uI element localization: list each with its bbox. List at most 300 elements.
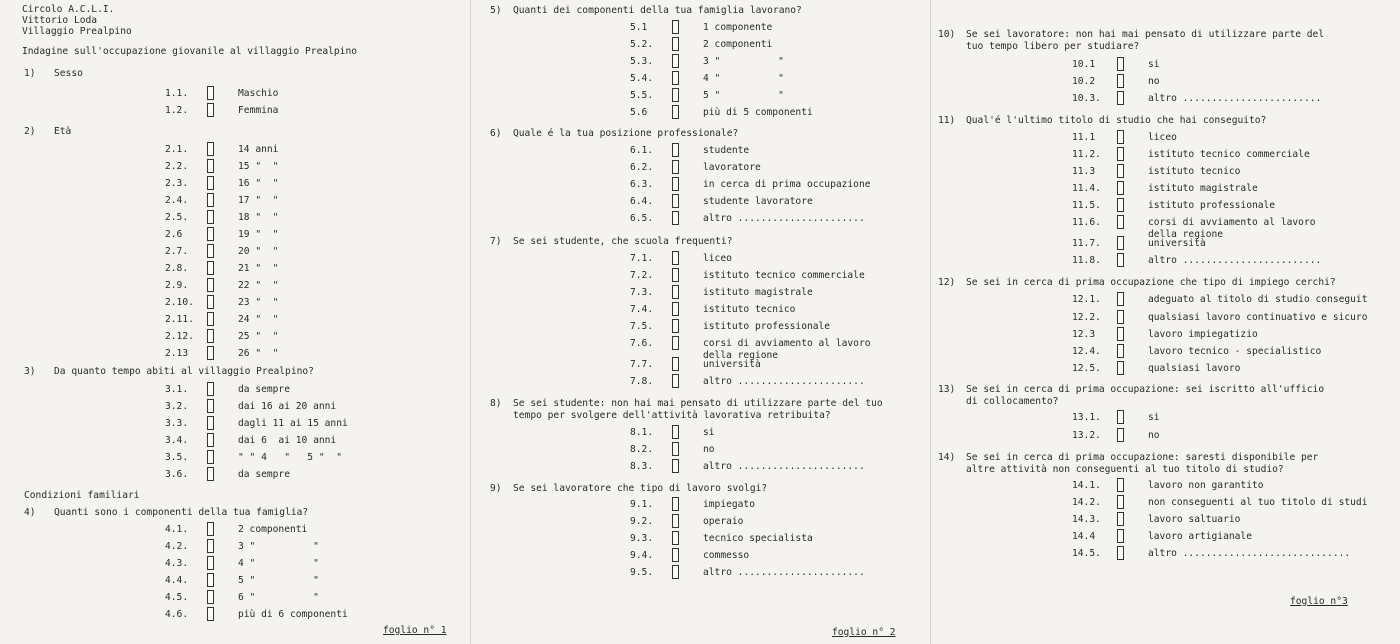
checkbox[interactable]: [207, 278, 214, 292]
option-number: 2.4.: [165, 195, 189, 206]
answer-option[interactable]: [0, 227, 470, 243]
option-label: commesso: [703, 550, 750, 561]
option-label: dagli 11 ai 15 anni: [238, 418, 348, 429]
answer-option[interactable]: [470, 88, 930, 104]
option-number: 6.2.: [630, 162, 654, 173]
answer-option[interactable]: [470, 54, 930, 70]
checkbox[interactable]: [1117, 428, 1124, 442]
answer-option[interactable]: [470, 105, 930, 121]
option-number: 12.3: [1072, 329, 1096, 340]
checkbox[interactable]: [672, 105, 679, 119]
checkbox[interactable]: [207, 467, 214, 481]
option-label: altro ......................: [703, 376, 865, 387]
question-number: 14): [938, 452, 956, 463]
option-label: 2 componenti: [703, 39, 773, 50]
option-label: altro ........................: [1148, 255, 1322, 266]
question-text: Se sei lavoratore che tipo di lavoro svolgi?: [513, 483, 768, 494]
survey-title: Indagine sull'occupazione giovanile al villaggio Prealpino: [22, 46, 358, 57]
answer-option[interactable]: [470, 251, 930, 267]
answer-option[interactable]: [470, 285, 930, 301]
answer-option[interactable]: [0, 346, 470, 362]
option-label: 3 " ": [703, 56, 784, 67]
option-label: istituto tecnico commerciale: [1148, 149, 1310, 160]
option-number: 12.2.: [1072, 312, 1101, 323]
option-number: 14.4: [1072, 531, 1096, 542]
answer-option[interactable]: [470, 143, 930, 159]
checkbox[interactable]: [1117, 91, 1124, 105]
checkbox[interactable]: [672, 37, 679, 51]
answer-option[interactable]: [470, 71, 930, 87]
option-label: liceo: [703, 253, 732, 264]
answer-option[interactable]: [930, 327, 1400, 343]
option-number: 12.5.: [1072, 363, 1101, 374]
option-label: Femmina: [238, 105, 279, 116]
answer-option[interactable]: [0, 159, 470, 175]
checkbox[interactable]: [1117, 57, 1124, 71]
checkbox[interactable]: [207, 450, 214, 464]
header-line: Circolo A.C.L.I.: [22, 4, 115, 15]
option-number: 7.1.: [630, 253, 654, 264]
question-number: 7): [490, 236, 502, 247]
option-label: lavoro tecnico - specialistico: [1148, 346, 1322, 357]
checkbox[interactable]: [1117, 495, 1124, 509]
checkbox[interactable]: [672, 442, 679, 456]
answer-option[interactable]: [470, 194, 930, 210]
option-label: 1 componente: [703, 22, 773, 33]
option-label: 26 " ": [238, 348, 279, 359]
answer-option[interactable]: [930, 130, 1400, 146]
answer-option[interactable]: [930, 410, 1400, 426]
option-number: 8.1.: [630, 427, 654, 438]
answer-option[interactable]: [0, 450, 470, 466]
option-number: 2.9.: [165, 280, 189, 291]
option-label: 20 " ": [238, 246, 279, 257]
answer-option[interactable]: [470, 442, 930, 458]
answer-option[interactable]: [470, 336, 930, 361]
answer-option[interactable]: [470, 211, 930, 227]
answer-option[interactable]: [930, 198, 1400, 214]
option-label: corsi di avviamento al lavoro della regione: [1148, 217, 1316, 240]
option-label: lavoratore: [703, 162, 761, 173]
option-number: 12.4.: [1072, 346, 1101, 357]
answer-option[interactable]: [470, 177, 930, 193]
answer-option[interactable]: [470, 531, 930, 547]
answer-option[interactable]: [0, 433, 470, 449]
page-footer: foglio n° 2: [832, 627, 896, 638]
option-number: 4.6.: [165, 609, 189, 620]
option-label: istituto professionale: [703, 321, 831, 332]
answer-option[interactable]: [930, 529, 1400, 545]
option-number: 11.6.: [1072, 217, 1101, 228]
question-number: 9): [490, 483, 502, 494]
answer-option[interactable]: [0, 539, 470, 555]
option-label: istituto tecnico: [703, 304, 796, 315]
checkbox[interactable]: [1117, 327, 1124, 341]
option-label: università: [703, 359, 761, 370]
option-label: istituto professionale: [1148, 200, 1276, 211]
option-number: 4.4.: [165, 575, 189, 586]
answer-option[interactable]: [470, 357, 930, 373]
answer-option[interactable]: [930, 546, 1400, 562]
option-label: 18 " ": [238, 212, 279, 223]
checkbox[interactable]: [207, 382, 214, 396]
option-label: 5 " ": [703, 90, 784, 101]
option-label: 15 " ": [238, 161, 279, 172]
answer-option[interactable]: [930, 512, 1400, 528]
checkbox[interactable]: [1117, 478, 1124, 492]
checkbox[interactable]: [1117, 292, 1124, 306]
option-number: 11.3: [1072, 166, 1096, 177]
option-label: istituto tecnico: [1148, 166, 1241, 177]
option-label: altro ......................: [703, 567, 865, 578]
checkbox[interactable]: [207, 103, 214, 117]
checkbox[interactable]: [1117, 344, 1124, 358]
checkbox[interactable]: [672, 71, 679, 85]
option-number: 9.1.: [630, 499, 654, 510]
answer-option[interactable]: [930, 344, 1400, 360]
checkbox[interactable]: [207, 227, 214, 241]
option-label: dai 16 ai 20 anni: [238, 401, 337, 412]
option-number: 2.8.: [165, 263, 189, 274]
option-number: 4.3.: [165, 558, 189, 569]
checkbox[interactable]: [672, 336, 679, 350]
option-number: 12.1.: [1072, 294, 1101, 305]
answer-option[interactable]: [0, 86, 470, 102]
option-label: 24 " ": [238, 314, 279, 325]
checkbox[interactable]: [207, 346, 214, 360]
page-footer: foglio n° 1: [383, 625, 447, 636]
answer-option[interactable]: [0, 295, 470, 311]
question-text: Se sei in cerca di prima occupazione: saresti disponibile per altre attività non conseguenti al tuo titolo di studio?: [966, 452, 1319, 475]
answer-option[interactable]: [930, 253, 1400, 269]
option-number: 2.6: [165, 229, 183, 240]
option-number: 14.1.: [1072, 480, 1101, 491]
checkbox[interactable]: [207, 210, 214, 224]
option-label: " " 4 " 5 " ": [238, 452, 342, 463]
checkbox[interactable]: [1117, 253, 1124, 267]
answer-option[interactable]: [470, 160, 930, 176]
option-number: 2.3.: [165, 178, 189, 189]
checkbox[interactable]: [672, 357, 679, 371]
checkbox[interactable]: [207, 159, 214, 173]
checkbox[interactable]: [672, 548, 679, 562]
option-number: 7.5.: [630, 321, 654, 332]
answer-option[interactable]: [0, 416, 470, 432]
option-label: 23 " ": [238, 297, 279, 308]
answer-option[interactable]: [0, 382, 470, 398]
answer-option[interactable]: [930, 428, 1400, 444]
option-label: università: [1148, 238, 1206, 249]
checkbox[interactable]: [672, 160, 679, 174]
answer-option[interactable]: [930, 181, 1400, 197]
checkbox[interactable]: [672, 459, 679, 473]
option-number: 14.3.: [1072, 514, 1101, 525]
sheet-3: [930, 0, 1400, 644]
checkbox[interactable]: [207, 312, 214, 326]
answer-option[interactable]: [0, 261, 470, 277]
checkbox[interactable]: [672, 374, 679, 388]
answer-option[interactable]: [930, 236, 1400, 252]
option-label: corsi di avviamento al lavoro della regione: [703, 338, 871, 361]
checkbox[interactable]: [207, 176, 214, 190]
option-label: dai 6 ai 10 anni: [238, 435, 337, 446]
answer-option[interactable]: [0, 244, 470, 260]
answer-option[interactable]: [930, 215, 1400, 240]
option-number: 11.1: [1072, 132, 1096, 143]
option-label: 6 " ": [238, 592, 319, 603]
option-number: 7.2.: [630, 270, 654, 281]
checkbox[interactable]: [672, 425, 679, 439]
answer-option[interactable]: [0, 556, 470, 572]
question-number: 13): [938, 384, 956, 395]
checkbox[interactable]: [207, 193, 214, 207]
option-number: 14.2.: [1072, 497, 1101, 508]
checkbox[interactable]: [1117, 546, 1124, 560]
option-number: 3.3.: [165, 418, 189, 429]
checkbox[interactable]: [207, 433, 214, 447]
option-label: qualsiasi lavoro: [1148, 363, 1241, 374]
option-number: 7.6.: [630, 338, 654, 349]
question-number: 8): [490, 398, 502, 409]
option-label: si: [703, 427, 715, 438]
answer-option[interactable]: [0, 176, 470, 192]
answer-option[interactable]: [0, 590, 470, 606]
answer-option[interactable]: [0, 210, 470, 226]
sheet-2: [470, 0, 930, 644]
option-number: 4.1.: [165, 524, 189, 535]
question-number: 6): [490, 128, 502, 139]
answer-option[interactable]: [470, 497, 930, 513]
option-label: no: [1148, 76, 1160, 87]
answer-option[interactable]: [930, 74, 1400, 90]
checkbox[interactable]: [207, 244, 214, 258]
answer-option[interactable]: [0, 103, 470, 119]
option-number: 2.13: [165, 348, 189, 359]
answer-option[interactable]: [470, 37, 930, 53]
answer-option[interactable]: [470, 459, 930, 475]
checkbox[interactable]: [672, 211, 679, 225]
checkbox[interactable]: [207, 261, 214, 275]
question-number: 4): [24, 507, 36, 518]
option-number: 5.4.: [630, 73, 654, 84]
checkbox[interactable]: [207, 522, 214, 536]
answer-option[interactable]: [930, 164, 1400, 180]
answer-option[interactable]: [930, 91, 1400, 107]
answer-option[interactable]: [930, 147, 1400, 163]
option-label: 22 " ": [238, 280, 279, 291]
checkbox[interactable]: [207, 573, 214, 587]
checkbox[interactable]: [1117, 181, 1124, 195]
checkbox[interactable]: [672, 319, 679, 333]
checkbox[interactable]: [1117, 529, 1124, 543]
option-number: 8.2.: [630, 444, 654, 455]
checkbox[interactable]: [672, 88, 679, 102]
answer-option[interactable]: [470, 20, 930, 36]
checkbox[interactable]: [1117, 512, 1124, 526]
checkbox[interactable]: [1117, 74, 1124, 88]
checkbox[interactable]: [672, 251, 679, 265]
checkbox[interactable]: [1117, 236, 1124, 250]
answer-option[interactable]: [930, 310, 1400, 326]
checkbox[interactable]: [672, 194, 679, 208]
checkbox[interactable]: [207, 590, 214, 604]
checkbox[interactable]: [1117, 164, 1124, 178]
option-label: 2 componenti: [238, 524, 308, 535]
checkbox[interactable]: [207, 539, 214, 553]
section-title: Condizioni familiari: [24, 490, 140, 501]
option-number: 3.6.: [165, 469, 189, 480]
option-label: in cerca di prima occupazione: [703, 179, 871, 190]
answer-option[interactable]: [930, 495, 1400, 511]
answer-option[interactable]: [0, 607, 470, 623]
checkbox[interactable]: [207, 416, 214, 430]
option-label: lavoro saltuario: [1148, 514, 1241, 525]
option-number: 9.2.: [630, 516, 654, 527]
option-number: 2.7.: [165, 246, 189, 257]
option-label: 21 " ": [238, 263, 279, 274]
option-label: 19 " ": [238, 229, 279, 240]
answer-option[interactable]: [0, 329, 470, 345]
option-number: 10.1: [1072, 59, 1096, 70]
question-text: Se sei lavoratore: non hai mai pensato di utilizzare parte del tuo tempo libero per studiare?: [966, 29, 1325, 52]
option-label: 25 " ": [238, 331, 279, 342]
answer-option[interactable]: [930, 478, 1400, 494]
answer-option[interactable]: [470, 268, 930, 284]
option-number: 4.2.: [165, 541, 189, 552]
header-line: Vittorio Loda: [22, 15, 98, 26]
option-label: lavoro non garantito: [1148, 480, 1264, 491]
question-text: Se sei studente, che scuola frequenti?: [513, 236, 733, 247]
option-number: 11.7.: [1072, 238, 1101, 249]
option-label: adeguato al titolo di studio conseguit: [1148, 294, 1368, 305]
checkbox[interactable]: [207, 86, 214, 100]
checkbox[interactable]: [1117, 147, 1124, 161]
checkbox[interactable]: [1117, 410, 1124, 424]
checkbox[interactable]: [672, 54, 679, 68]
checkbox[interactable]: [672, 302, 679, 316]
option-label: 17 " ": [238, 195, 279, 206]
answer-option[interactable]: [930, 292, 1400, 308]
option-label: Maschio: [238, 88, 279, 99]
checkbox[interactable]: [1117, 215, 1124, 229]
answer-option[interactable]: [930, 57, 1400, 73]
option-label: più di 5 componenti: [703, 107, 813, 118]
option-label: operaio: [703, 516, 744, 527]
checkbox[interactable]: [207, 142, 214, 156]
answer-option[interactable]: [470, 565, 930, 581]
option-number: 2.2.: [165, 161, 189, 172]
option-number: 9.4.: [630, 550, 654, 561]
checkbox[interactable]: [672, 285, 679, 299]
answer-option[interactable]: [470, 319, 930, 335]
option-label: si: [1148, 412, 1160, 423]
checkbox[interactable]: [672, 20, 679, 34]
answer-option[interactable]: [470, 374, 930, 390]
option-number: 3.2.: [165, 401, 189, 412]
option-number: 6.5.: [630, 213, 654, 224]
checkbox[interactable]: [207, 556, 214, 570]
answer-option[interactable]: [470, 425, 930, 441]
option-label: lavoro impiegatizio: [1148, 329, 1258, 340]
option-number: 7.4.: [630, 304, 654, 315]
option-label: non conseguenti al tuo titolo di studi: [1148, 497, 1368, 508]
checkbox[interactable]: [672, 531, 679, 545]
checkbox[interactable]: [1117, 310, 1124, 324]
question-text: Quanti dei componenti della tua famiglia lavorano?: [513, 5, 802, 16]
option-number: 2.12.: [165, 331, 194, 342]
option-number: 11.4.: [1072, 183, 1101, 194]
option-number: 2.5.: [165, 212, 189, 223]
option-number: 14.5.: [1072, 548, 1101, 559]
question-text: Se sei studente: non hai mai pensato di utilizzare parte del tuo tempo per svolgere dell'attività lavorativa retribuita?: [513, 398, 883, 421]
checkbox[interactable]: [207, 329, 214, 343]
answer-option[interactable]: [0, 312, 470, 328]
question-text: Quanti sono i componenti della tua famiglia?: [54, 507, 309, 518]
checkbox[interactable]: [672, 565, 679, 579]
option-label: impiegato: [703, 499, 755, 510]
option-label: no: [1148, 430, 1160, 441]
option-number: 2.10.: [165, 297, 194, 308]
question-text: Sesso: [54, 68, 83, 79]
answer-option[interactable]: [0, 573, 470, 589]
option-label: 16 " ": [238, 178, 279, 189]
answer-option[interactable]: [470, 514, 930, 530]
header-line: Villaggio Prealpino: [22, 26, 132, 37]
answer-option[interactable]: [470, 548, 930, 564]
checkbox[interactable]: [1117, 198, 1124, 212]
answer-option[interactable]: [0, 142, 470, 158]
option-number: 7.8.: [630, 376, 654, 387]
checkbox[interactable]: [672, 268, 679, 282]
option-number: 3.1.: [165, 384, 189, 395]
option-number: 11.5.: [1072, 200, 1101, 211]
checkbox[interactable]: [672, 143, 679, 157]
checkbox[interactable]: [672, 497, 679, 511]
option-label: no: [703, 444, 715, 455]
option-number: 5.3.: [630, 56, 654, 67]
option-number: 7.7.: [630, 359, 654, 370]
option-number: 5.5.: [630, 90, 654, 101]
checkbox[interactable]: [1117, 361, 1124, 375]
option-number: 8.3.: [630, 461, 654, 472]
checkbox[interactable]: [672, 177, 679, 191]
answer-option[interactable]: [470, 302, 930, 318]
option-label: istituto tecnico commerciale: [703, 270, 865, 281]
option-number: 9.3.: [630, 533, 654, 544]
option-label: altro ......................: [703, 461, 865, 472]
checkbox[interactable]: [207, 295, 214, 309]
answer-option[interactable]: [0, 467, 470, 483]
question-number: 10): [938, 29, 956, 40]
answer-option[interactable]: [0, 522, 470, 538]
checkbox[interactable]: [207, 399, 214, 413]
answer-option[interactable]: [930, 361, 1400, 377]
answer-option[interactable]: [0, 278, 470, 294]
option-number: 3.5.: [165, 452, 189, 463]
checkbox[interactable]: [1117, 130, 1124, 144]
question-number: 12): [938, 277, 956, 288]
option-number: 11.2.: [1072, 149, 1101, 160]
option-number: 5.2.: [630, 39, 654, 50]
option-label: 4 " ": [238, 558, 319, 569]
answer-option[interactable]: [0, 193, 470, 209]
option-label: da sempre: [238, 469, 290, 480]
option-number: 10.2: [1072, 76, 1096, 87]
answer-option[interactable]: [0, 399, 470, 415]
option-label: istituto magistrale: [703, 287, 813, 298]
checkbox[interactable]: [207, 607, 214, 621]
checkbox[interactable]: [672, 514, 679, 528]
